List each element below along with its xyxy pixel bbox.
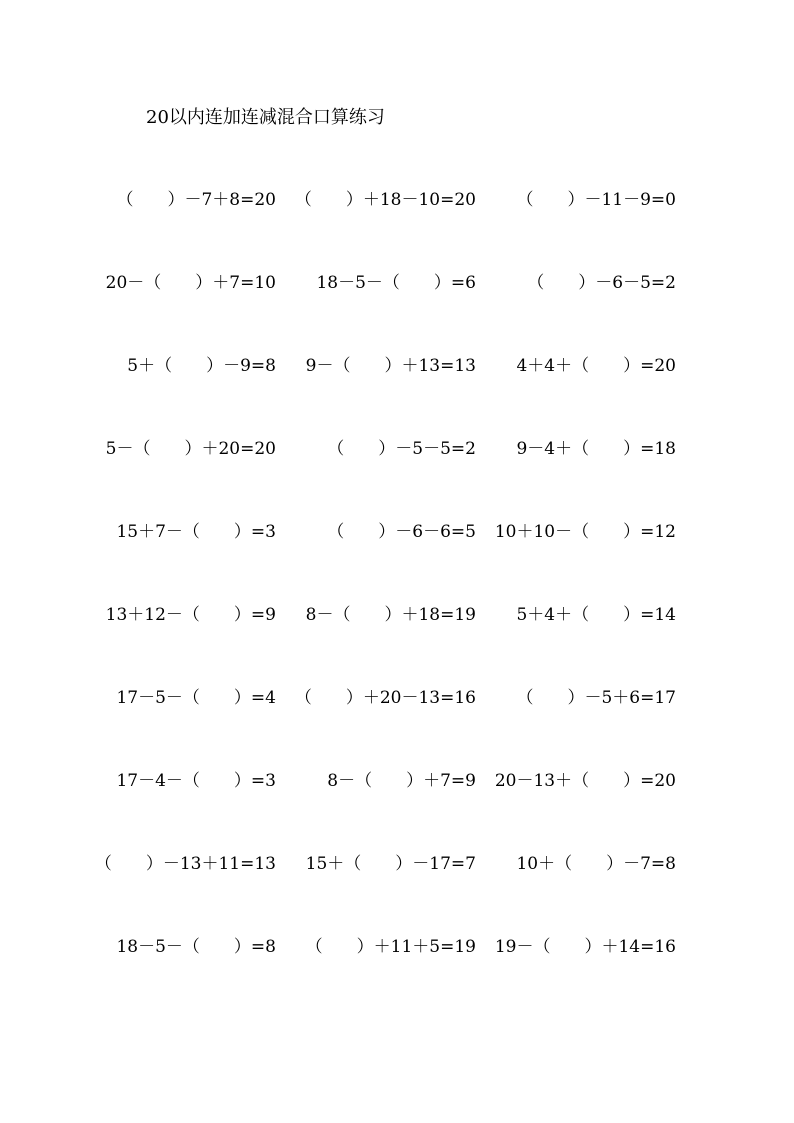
math-problem: （ ）＋11＋5=19 <box>305 937 476 957</box>
problem-row <box>0 187 794 270</box>
problem-row <box>0 270 794 353</box>
page-title: 20以内连加连减混合口算练习 <box>146 107 385 128</box>
math-problem: （ ）－11－9=0 <box>516 190 676 210</box>
math-problem: 9－（ ）＋13=13 <box>305 356 476 376</box>
math-problem: 17－5－（ ）=4 <box>116 688 276 708</box>
problem-row <box>0 436 794 519</box>
problem-row <box>0 602 794 685</box>
math-problem: （ ）＋20－13=16 <box>294 688 476 708</box>
math-problem: 15＋7－（ ）=3 <box>116 522 276 542</box>
math-problem: 8－（ ）＋7=9 <box>327 771 476 791</box>
math-problem: 10＋（ ）－7=8 <box>516 854 676 874</box>
math-problem: 5＋（ ）－9=8 <box>127 356 276 376</box>
math-problem: 4＋4＋（ ）=20 <box>516 356 676 376</box>
math-problem: 18－5－（ ）=6 <box>316 273 476 293</box>
math-problem: （ ）－6－5=2 <box>527 273 676 293</box>
math-problem: 5－（ ）＋20=20 <box>105 439 276 459</box>
problem-row <box>0 685 794 768</box>
math-problem: 10＋10－（ ）=12 <box>494 522 676 542</box>
math-problem: （ ）－5＋6=17 <box>516 688 676 708</box>
math-problem: 19－（ ）＋14=16 <box>494 937 676 957</box>
math-problem: （ ）＋18－10=20 <box>294 190 476 210</box>
problem-row <box>0 768 794 851</box>
math-problem: 13＋12－（ ）=9 <box>105 605 276 625</box>
math-problem: （ ）－13＋11=13 <box>94 854 276 874</box>
problem-row <box>0 353 794 436</box>
math-problem: 5＋4＋（ ）=14 <box>516 605 676 625</box>
math-problem: 17－4－（ ）=3 <box>116 771 276 791</box>
math-problem: （ ）－7＋8=20 <box>116 190 276 210</box>
math-problem: 18－5－（ ）=8 <box>116 937 276 957</box>
math-problem: （ ）－6－6=5 <box>327 522 476 542</box>
math-problem: 20－13＋（ ）=20 <box>494 771 676 791</box>
math-problem: （ ）－5－5=2 <box>327 439 476 459</box>
math-problem: 15＋（ ）－17=7 <box>305 854 476 874</box>
math-problem: 8－（ ）＋18=19 <box>305 605 476 625</box>
problem-row <box>0 934 794 1017</box>
problem-row <box>0 851 794 934</box>
math-problem: 20－（ ）＋7=10 <box>105 273 276 293</box>
problem-grid <box>0 187 794 1017</box>
math-problem: 9－4＋（ ）=18 <box>516 439 676 459</box>
problem-row <box>0 519 794 602</box>
